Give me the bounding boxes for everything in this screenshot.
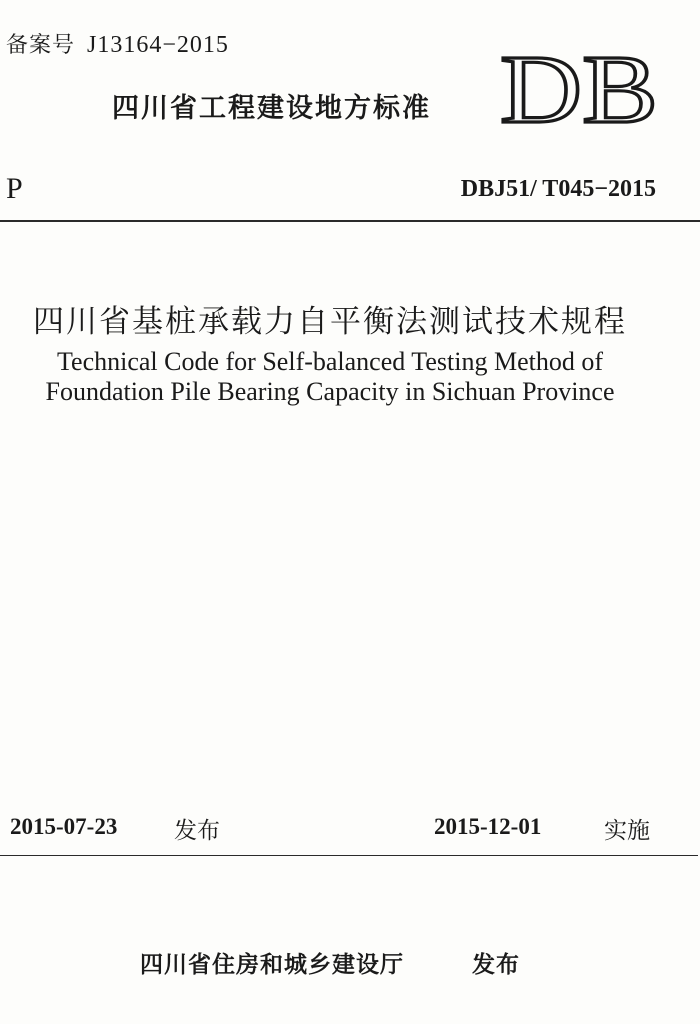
implementation-action: 实施: [604, 818, 650, 844]
standard-type: 四川省工程建设地方标准: [112, 93, 431, 124]
publisher-action: 发布: [472, 952, 520, 978]
db-logo: [500, 44, 660, 128]
db-logo-text: DB: [500, 44, 658, 128]
title-english-line-1: Technical Code for Self-balanced Testing Method of: [56, 347, 604, 376]
title-chinese: 四川省基桩承载力自平衡法测试技术规程: [33, 304, 627, 340]
category-code: P: [6, 172, 23, 205]
publisher: 四川省住房和城乡建设厅: [140, 952, 404, 978]
bottom-divider: [0, 855, 698, 856]
issue-action: 发布: [174, 818, 220, 844]
top-divider: [0, 220, 700, 222]
standard-number: DBJ51/ T045−2015: [460, 176, 656, 202]
record-number-label: 备案号: [6, 33, 76, 58]
record-number: [6, 28, 229, 59]
record-number-value: J13164−2015: [87, 32, 229, 58]
issue-date: 2015-07-23: [10, 814, 118, 839]
implementation-date: 2015-12-01: [434, 814, 542, 839]
title-english-line-2: Foundation Pile Bearing Capacity in Sichuan Province: [45, 377, 615, 406]
